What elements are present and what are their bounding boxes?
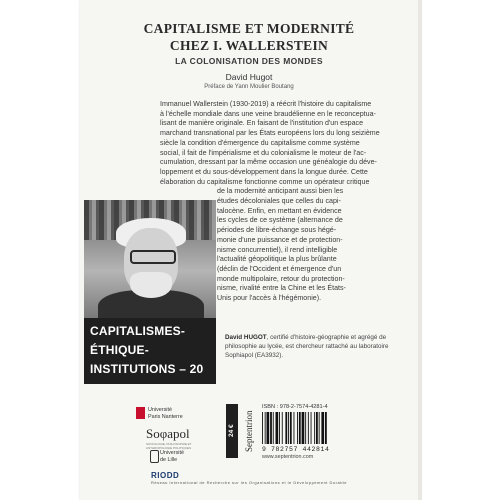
barcode-bar	[265, 412, 266, 444]
blurb-line: cumulation, dressant par la même occasion une généalogie du déve-	[160, 158, 377, 167]
logo-ulille	[160, 450, 184, 463]
author-photo	[84, 200, 216, 318]
nanterre-label: Université Paris Nanterre	[148, 407, 183, 420]
blurb-line: Immanuel Wallerstein (1930-2019) a réécrit l'histoire du capitalisme	[160, 100, 372, 108]
barcode-bar	[273, 412, 274, 444]
riodd-label: RIODD	[151, 471, 180, 480]
bio-author-name: David HUGOT	[225, 334, 267, 341]
blurb-line: social, il fait de l'impérialisme et du colonialisme le moteur de l'ac-	[160, 148, 367, 157]
title-line-2: CHEZ I. WALLERSTEIN	[169, 38, 329, 53]
blurb-line: études décoloniales que celles du capi-	[217, 197, 341, 206]
barcode-bar	[319, 412, 320, 444]
blurb-line: lisant de manière originale. En faisant de l'institution d'un espace	[160, 119, 364, 128]
blurb-line: l'actualité géopolitique la plus brûlante	[217, 255, 337, 264]
nanterre-mark-icon	[136, 407, 145, 419]
blurb-line: Unis pour l'accès à l'hégémonie).	[217, 294, 322, 303]
blurb-line: nisme, rivalité entre la Chine et les États-	[217, 284, 346, 293]
barcode-bar	[294, 412, 295, 444]
series-line-2: ÉTHIQUE-	[90, 343, 149, 357]
logo-sophiapol-subtitle: SOCIOLOGIE, PHILOSOPHIE ET ANTHROPOLOGIE POLITIQUES	[146, 442, 192, 450]
blurb-line: périodes de libre-échange sous hégé-	[217, 226, 337, 235]
book-spine-edge	[418, 0, 422, 500]
barcode-bar	[314, 412, 315, 444]
riodd-subtitle: Réseau International de Recherche sur les Organisations et le Développement Durable	[151, 480, 348, 485]
book-author: David Hugot	[225, 72, 273, 82]
barcode-bar	[311, 412, 312, 444]
blurb-line: (déclin de l'Occident et émergence d'un	[217, 264, 342, 273]
publisher-logo: Septentrion	[244, 410, 254, 452]
blurb-line: siècle la condition d'émergence du capitalisme comme système	[160, 138, 360, 147]
barcode-bar	[316, 412, 318, 444]
barcode-bar	[290, 412, 292, 444]
blurb-line: monie d'une puissance et de protection-	[217, 235, 343, 244]
series-line-3: INSTITUTIONS – 20	[90, 362, 204, 376]
barcode-bar	[276, 412, 279, 444]
price-tag: 24 €	[226, 404, 238, 458]
blurb-line: élaboration du capitalisme fonctionne comme un opérateur critique	[160, 177, 370, 186]
blurb-line: marchand transnational par les États européens lors du long seizième	[160, 129, 380, 138]
photo-figure-beard	[130, 272, 172, 298]
barcode-bar	[302, 412, 305, 444]
blurb-line: monde multipolaire, retour du protection-	[217, 274, 345, 283]
barcode-bar	[321, 412, 324, 444]
ulille-label: Université de Lille	[160, 450, 184, 463]
logo-sophiapol: Soφapol	[146, 426, 190, 441]
blurb-line: nisme concurrentiel), il rend intelligible	[217, 245, 338, 254]
author-bio	[225, 333, 390, 360]
blurb-line: les cycles de ce système (alternance de	[217, 216, 343, 225]
barcode	[262, 412, 348, 444]
barcode-digits: 9 782757 442814	[262, 446, 330, 453]
barcode-bar	[325, 412, 327, 444]
barcode-bar	[305, 412, 306, 444]
barcode-bar	[262, 412, 263, 444]
barcode-bar	[285, 412, 287, 444]
logo-nanterre	[148, 407, 183, 420]
book-title	[80, 20, 418, 54]
blurb-line: de la modernité anticipant aussi bien les	[217, 187, 344, 196]
barcode-bar	[299, 412, 301, 444]
title-line-1: CAPITALISME ET MODERNITÉ	[143, 21, 355, 36]
barcode-bar	[279, 412, 280, 444]
barcode-bar	[308, 412, 309, 444]
barcode-bar	[297, 412, 298, 444]
blurb-line: talocène. Enfin, en mettant en évidence	[217, 206, 342, 215]
photo-figure-glasses	[130, 250, 176, 264]
blurb-line: loppement et du sous-développement dans la longue durée. Cette	[160, 167, 368, 176]
book-subtitle: LA COLONISATION DES MONDES	[175, 56, 323, 66]
series-label	[84, 318, 216, 384]
logo-riodd	[151, 471, 347, 485]
bio-text: , certifié d'histoire-géographie et agrégé de philosophie au lycée, est chercheur rattaché au laboratoire Sophiapol (EA3932).	[225, 334, 389, 359]
series-line-1: CAPITALISMES-	[90, 324, 186, 338]
barcode-bar	[282, 412, 283, 444]
publisher-website: www.septentrion.com	[262, 454, 314, 460]
blurb-line: à l'échelle mondiale dans une veine braudélienne en le reconceptua-	[160, 109, 376, 118]
ulille-mark-icon	[150, 450, 159, 463]
isbn-text: ISBN : 978-2-7574-4281-4	[262, 404, 328, 410]
barcode-bar	[288, 412, 289, 444]
barcode-bar	[267, 412, 270, 444]
barcode-bar	[270, 412, 272, 444]
book-preface: Préface de Yann Moulier Boutang	[204, 84, 294, 90]
